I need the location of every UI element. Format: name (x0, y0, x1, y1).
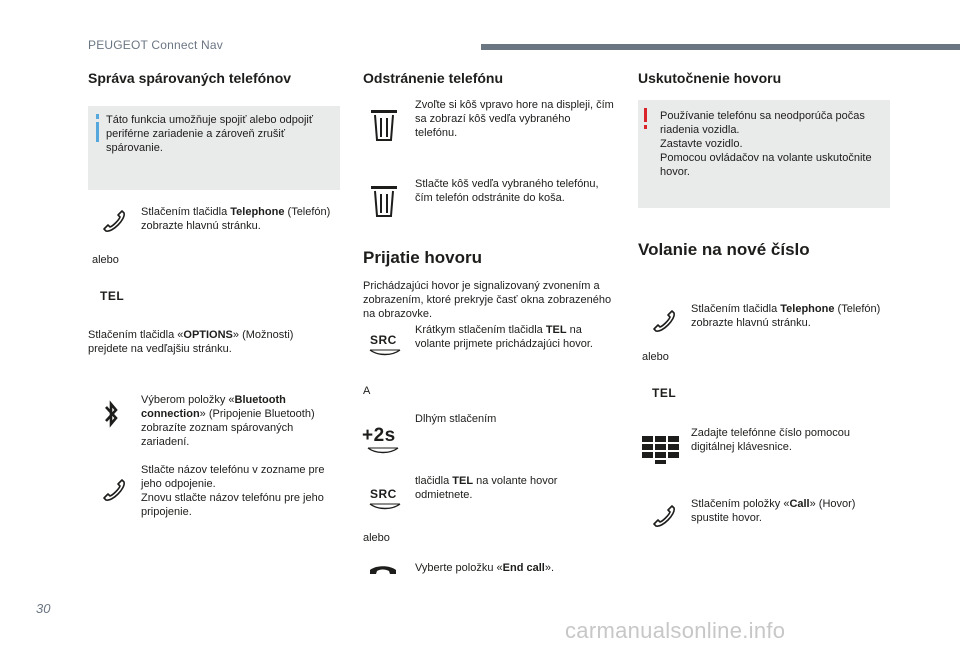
or-label: alebo (92, 254, 119, 266)
header-rule (481, 44, 960, 50)
bluetooth-icon (103, 398, 119, 430)
info-icon (92, 114, 100, 144)
incoming-call-text: Prichádzajúci hovor je signalizovaný zvonením a zobrazením, ktoré prekryje časť okna zobrazeného na obrazovke. (363, 280, 612, 320)
warning-text: Používanie telefónu sa neodporúča počas riadenia vozidla. Zastavte vozidlo. Pomocou ovládačov na volante uskutočnite hovor. (660, 110, 872, 178)
options-step: Stlačením tlačidla «OPTIONS» (Možnosti) prejdete na vedľajšiu stránku. (88, 329, 294, 355)
end-call-icon (368, 564, 398, 578)
call-step: Stlačením položky «Call» (Hovor) spustite hovor. (691, 498, 856, 524)
short-press-step: Krátkym stlačením tlačidla TEL na volante prijmete prichádzajúci hovor. (415, 324, 593, 350)
warning-box (638, 100, 890, 208)
trash-step-1: Zvoľte si kôš vpravo hore na displeji, čím sa zobrazí kôš vedľa vybraného telefónu. (415, 99, 614, 139)
page-number: 30 (36, 601, 51, 616)
src-steering-button-icon: SRC (368, 487, 402, 513)
phone-name-step: Stlačte názov telefónu v zozname pre jeho odpojenie. Znovu stlačte názov telefónu pre jeho pripojenie. (141, 464, 325, 518)
section-heading-remove: Odstránenie telefónu (363, 70, 504, 86)
keypad-step: Zadajte telefónne číslo pomocou digitálnej klávesnice. (691, 427, 850, 453)
bluetooth-step: Výberom položky «Bluetooth connection» (Pripojenie Bluetooth) zobrazíte zoznam spárovaných zariadení. (141, 394, 315, 448)
warning-icon (644, 106, 652, 136)
src-steering-button-icon: SRC (368, 333, 402, 359)
document-header-title: PEUGEOT Connect Nav (88, 38, 223, 52)
or-label: alebo (642, 351, 669, 363)
phone-handset-icon (650, 307, 676, 333)
section-heading-receive: Prijatie hovoru (363, 248, 483, 267)
phone-handset-icon (650, 502, 676, 528)
section-heading-new-number: Volanie na nové číslo (638, 240, 810, 259)
info-box (88, 106, 340, 190)
phone-handset-icon (100, 207, 126, 233)
trash-step-2: Stlačte kôš vedľa vybraného telefónu, čím telefón odstránite do koša. (415, 178, 599, 204)
info-text: Táto funkcia umožňuje spojiť alebo odpojiť periférne zariadenie a zároveň zrušiť spárovanie. (106, 114, 313, 154)
watermark: carmanualsonline.info (565, 618, 786, 643)
reject-step: tlačidla TEL na volante hovor odmietnete. (415, 475, 558, 501)
keypad-icon (642, 436, 680, 464)
a-label: A (363, 385, 371, 397)
section-heading-pairing: Správa spárovaných telefónov (88, 70, 292, 86)
section-heading-make-call: Uskutočnenie hovoru (638, 70, 782, 86)
end-call-step: Vyberte položku «End call». (415, 562, 555, 574)
tel-button-label: TEL (100, 289, 125, 303)
tel-button-label: TEL (652, 386, 677, 400)
long-press-text: Dlhým stlačením (415, 413, 497, 425)
telephone-step: Stlačením tlačidla Telephone (Telefón) zobrazte hlavnú stránku. (141, 206, 331, 232)
or-label: alebo (363, 532, 390, 544)
trash-icon (370, 184, 398, 218)
telephone-step: Stlačením tlačidla Telephone (Telefón) zobrazte hlavnú stránku. (691, 303, 881, 329)
trash-icon (370, 108, 398, 142)
long-press-2s-icon: +2s (362, 425, 406, 455)
phone-handset-icon (100, 476, 126, 502)
